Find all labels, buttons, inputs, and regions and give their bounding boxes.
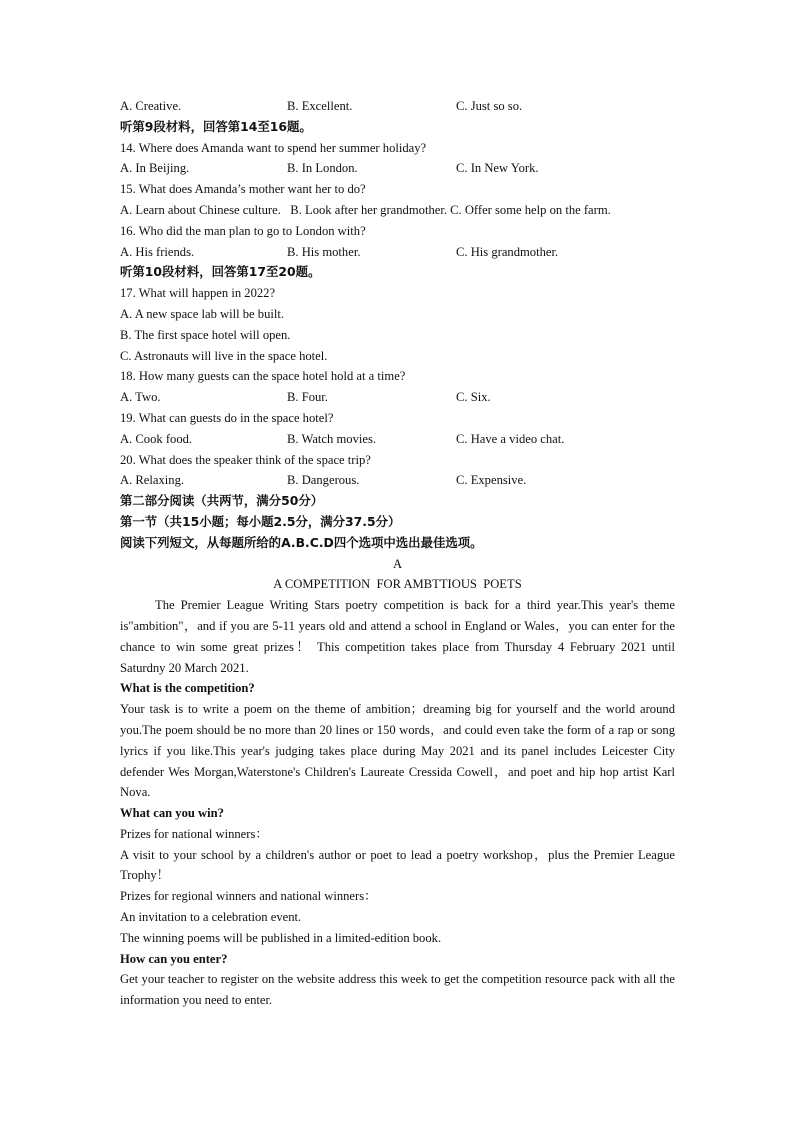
enter-text: Get your teacher to register on the website address this week to get the competition resource pack with all the information you need to enter.	[120, 972, 675, 1008]
option-b: B. Four.	[287, 390, 328, 405]
option-b: B. Excellent.	[287, 99, 353, 113]
option-b: B. Dangerous.	[287, 473, 360, 488]
q17-question: 17. What will happen in 2022?	[120, 286, 276, 301]
option-b: B. His mother.	[287, 244, 361, 259]
option-a: A. His friends.	[120, 244, 195, 259]
option-c: C. Just so so.	[456, 99, 523, 113]
option-a: A. Creative.	[120, 99, 182, 113]
q14-options	[120, 158, 675, 179]
passage-letter: A	[392, 556, 403, 571]
section9-heading: 听第9段材料，回答第14至16题。	[120, 118, 312, 134]
option-c: C. His grandmother.	[456, 244, 559, 259]
option-a: A. In Beijing.	[120, 161, 190, 176]
q16-options	[120, 242, 675, 263]
option-c: C. In New York.	[456, 161, 539, 176]
q19-options	[120, 429, 675, 450]
option-a: A. Two.	[120, 390, 161, 405]
q20-question: 20. What does the speaker think of the space trip?	[120, 452, 371, 467]
q15-question: 15. What does Amanda’s mother want her to do?	[120, 182, 366, 197]
q20-options	[120, 470, 675, 491]
option-b: B. Watch movies.	[287, 431, 376, 446]
q18-question: 18. How many guests can the space hotel hold at a time?	[120, 369, 406, 384]
q19-question: 19. What can guests do in the space hotel?	[120, 410, 334, 425]
q14-question: 14. Where does Amanda want to spend her summer holiday?	[120, 140, 427, 155]
regional-prize-1: An invitation to a celebration event.	[120, 910, 302, 925]
heading-what-is-competition: What is the competition?	[120, 681, 255, 696]
q13-options	[120, 96, 675, 117]
q15-options: A. Learn about Chinese culture. B. Look after her grandmother. C. Offer some help on the farm.	[120, 202, 611, 217]
q17-option-c: C. Astronauts will live in the space hotel.	[120, 348, 328, 363]
part2-heading: 第二部分阅读（共两节，满分50分）	[120, 493, 324, 509]
q16-question: 16. Who did the man plan to go to London with?	[120, 223, 366, 238]
q17-option-a: A. A new space lab will be built.	[120, 306, 285, 321]
heading-how-to-enter: How can you enter?	[120, 951, 228, 966]
option-a: A. Cook food.	[120, 431, 193, 446]
section1-heading: 第一节（共15小题；每小题2.5分，满分37.5分）	[120, 513, 401, 529]
option-a: A. Relaxing.	[120, 473, 185, 488]
q17-option-b: B. The first space hotel will open.	[120, 327, 291, 342]
section10-heading: 听第10段材料，回答第17至20题。	[120, 264, 321, 280]
passage-intro: The Premier League Writing Stars poetry competition is back for a third year.This year's theme is"ambition"，and if you are 5-11 years old and attend a school in England or Wales，you can enter for the chance to win some great prizes！ This competition takes place from Thursday 4 February 2021 until Saturdny 20 March 2021.	[120, 598, 675, 675]
heading-what-can-you-win: What can you win?	[120, 806, 224, 821]
regional-prize-label: Prizes for regional winners and national winners：	[120, 889, 377, 904]
option-c: C. Six.	[456, 390, 491, 405]
national-prize: A visit to your school by a children's author or poet to lead a poetry workshop，plus the Premier League Trophy！	[120, 847, 675, 883]
option-b: B. In London.	[287, 161, 358, 176]
q18-options	[120, 387, 675, 408]
what-text: Your task is to write a poem on the theme of ambition；dreaming big for yourself and the world around you.The poem should be no more than 20 lines or 150 words，and could even take the form of a rap or song lyrics if you like.This year's judging takes place during May 2021 and its panel includes Leicester City defender Wes Morgan,Waterstone's Children's Laureate Cressida Cowell，and poet and hip hop artist Karl Nova.	[120, 702, 675, 800]
option-c: C. Have a video chat.	[456, 431, 565, 446]
national-prize-label: Prizes for national winners：	[120, 826, 268, 841]
regional-prize-2: The winning poems will be published in a limited-edition book.	[120, 930, 442, 945]
passage-title: A COMPETITION FOR AMBTTIOUS POETS	[273, 577, 522, 592]
exam-page	[120, 96, 675, 1011]
option-c: C. Expensive.	[456, 473, 527, 488]
instructions: 阅读下列短文，从每题所给的A.B.C.D四个选项中选出最佳选项。	[120, 534, 483, 550]
